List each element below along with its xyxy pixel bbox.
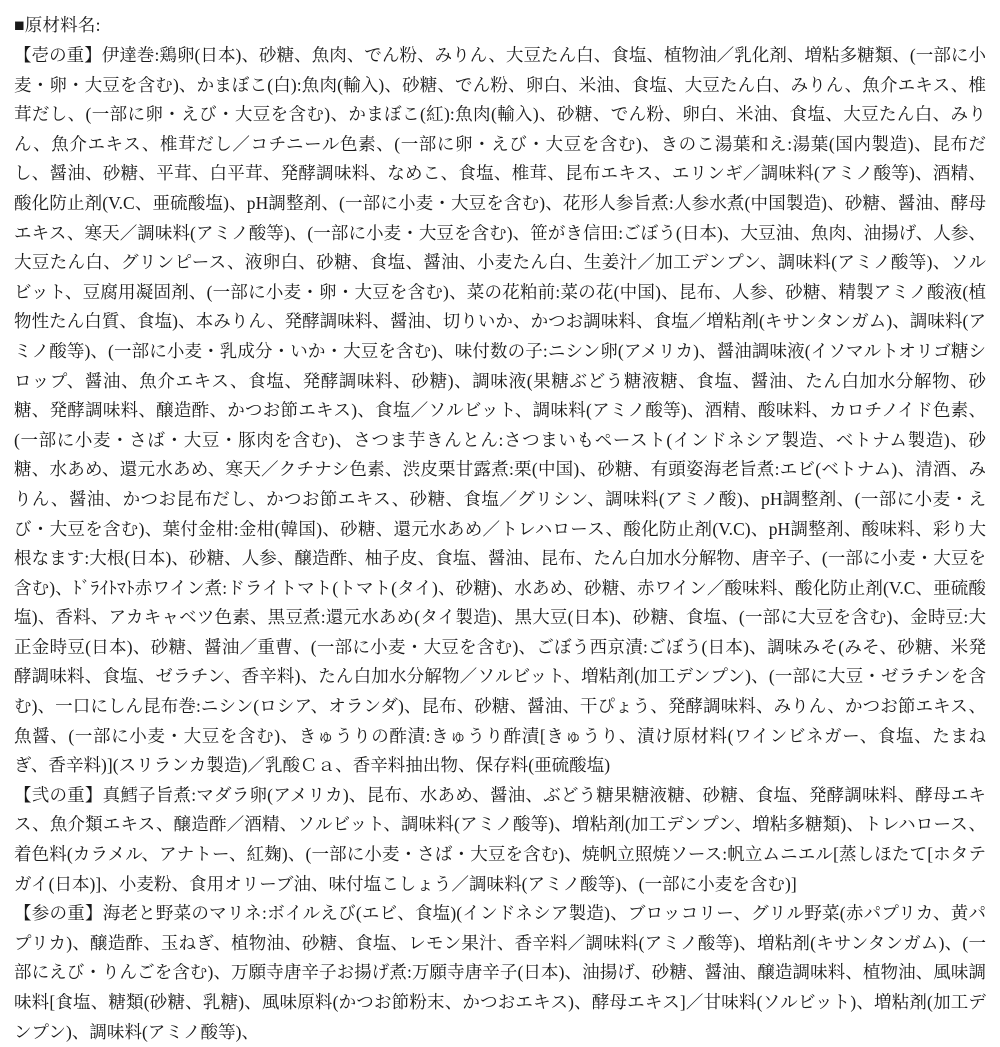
ingredients-section-ni-no-ju: 【弐の重】真鱈子旨煮:マダラ卵(アメリカ)、昆布、水あめ、醤油、ぶどう糖果糖液糖、砂糖、食塩、発酵調味料、酵母エキス、魚介類エキス、醸造酢／酒精、ソルビット、調味料(アミノ酸等)、増粘剤(加工デンプン、増粘多糖類)、トレハロース、着色料(カラメル、アナトー、紅麹)、(一部に小麦・さば・大豆を含む)、焼帆立照焼ソース:帆立ムニエル[蒸しほたて[ホタテガイ(日本)]、小麦粉、食用オリーブ油、味付塩こしょう／調味料(アミノ酸等)、(一部に小麦を含む)] xyxy=(14,784,986,894)
ingredients-section-san-no-ju: 【参の重】海老と野菜のマリネ:ボイルえび(エビ、食塩)(インドネシア製造)、ブロッコリー、グリル野菜(赤パプリカ、黄パプリカ)、醸造酢、玉ねぎ、植物油、砂糖、食塩、レモン果汁、香辛料／調味料(アミノ酸等)、増粘剤(キサンタンガム)、(一部にえび・りんごを含む)、万願寺唐辛子お揚げ煮:万願寺唐辛子(日本)、油揚げ、砂糖、醤油、醸造調味料、植物油、風味調味料[食塩、糖類(砂糖、乳糖)、風味原料(かつお節粉末、かつおエキス)、酵母エキス]／甘味料(ソルビット)、増粘剤(加工デンプン)、調味料(アミノ酸等)、 xyxy=(14,903,986,1042)
page-title: ■原材料名: xyxy=(14,15,101,35)
ingredients-section-ichi-no-ju: 【壱の重】伊達巻:鶏卵(日本)、砂糖、魚肉、でん粉、みりん、大豆たん白、食塩、植物油／乳化剤、増粘多糖類、(一部に小麦・卵・大豆を含む)、かまぼこ(白):魚肉(輸入)、砂糖、でん粉、卵白、米油、食塩、大豆たん白、みりん、魚介エキス、椎茸だし、(一部に卵・えび・大豆を含む)、かまぼこ(紅):魚肉(輸入)、砂糖、でん粉、卵白、米油、食塩、大豆たん白、みりん、魚介エキス、椎茸だし／コチニール色素、(一部に卵・えび・大豆を含む)、きのこ湯葉和え:湯葉(国内製造)、昆布だし、醤油、砂糖、平茸、白平茸、発酵調味料、なめこ、食塩、椎茸、昆布エキス、エリンギ／調味料(アミノ酸等)、酒精、酸化防止剤(V.C、亜硫酸塩)、pH調整剤、(一部に小麦・大豆を含む)、花形人参旨煮:人参水煮(中国製造)、砂糖、醤油、酵母エキス、寒天／調味料(アミノ酸等)、(一部に小麦・大豆を含む)、笹がき信田:ごぼう(日本)、大豆油、魚肉、油揚げ、人参、大豆たん白、グリンピース、液卵白、砂糖、食塩、醤油、小麦たん白、生姜汁／加工デンプン、調味料(アミノ酸等)、ソルビット、豆腐用凝固剤、(一部に小麦・卵・大豆を含む)、菜の花粕前:菜の花(中国)、昆布、人参、砂糖、精製アミノ酸液(植物性たん白質、食塩)、本みりん、発酵調味料、醤油、切りいか、かつお調味料、食塩／増粘剤(キサンタンガム)、調味料(アミノ酸等)、(一部に小麦・乳成分・いか・大豆を含む)、味付数の子:ニシン卵(アメリカ)、醤油調味液(イソマルトオリゴ糖シロップ、醤油、魚介エキス、食塩、発酵調味料、砂糖)、調味液(果糖ぶどう糖液糖、食塩、醤油、たん白加水分解物、砂糖、発酵調味料、醸造酢、かつお節エキス)、食塩／ソルビット、調味料(アミノ酸等)、酒精、酸味料、カロチノイド色素、(一部に小麦・さば・大豆・豚肉を含む)、さつま芋きんとん:さつまいもペースト(インドネシア製造、ベトナム製造)、砂糖、水あめ、還元水あめ、寒天／クチナシ色素、渋皮栗甘露煮:栗(中国)、砂糖、有頭姿海老旨煮:エビ(ベトナム)、清酒、みりん、醤油、かつお昆布だし、かつお節エキス、砂糖、食塩／グリシン、調味料(アミノ酸)、pH調整剤、(一部に小麦・えび・大豆を含む)、葉付金柑:金柑(韓国)、砂糖、還元水あめ／トレハロース、酸化防止剤(V.C)、pH調整剤、酸味料、彩り大根なます:大根(日本)、砂糖、人参、醸造酢、柚子皮、食塩、醤油、昆布、たん白加水分解物、唐辛子、(一部に小麦・大豆を含む)、ﾄﾞﾗｲﾄﾏﾄ赤ワイン煮:ドライトマト(トマト(タイ)、砂糖)、水あめ、砂糖、赤ワイン／酸味料、酸化防止剤(V.C、亜硫酸塩)、香料、アカキャベツ色素、黒豆煮:還元水あめ(タイ製造)、黒大豆(日本)、砂糖、食塩、(一部に大豆を含む)、金時豆:大正金時豆(日本)、砂糖、醤油／重曹、(一部に小麦・大豆を含む)、ごぼう西京漬:ごぼう(日本)、調味みそ(みそ、砂糖、米発酵調味料、食塩、ゼラチン、香辛料)、たん白加水分解物／ソルビット、増粘剤(加工デンプン)、(一部に大豆・ゼラチンを含む)、一口にしん昆布巻:ニシン(ロシア、オランダ)、昆布、砂糖、醤油、干ぴょう、発酵調味料、みりん、かつお節エキス、魚醤、(一部に小麦・大豆を含む)、きゅうりの酢漬:きゅうり酢漬[きゅうり、漬け原材料(ワインビネガー、食塩、たまねぎ、香辛料)](スリランカ製造)／乳酸Ｃａ、香辛料抽出物、保存料(亜硫酸塩) xyxy=(14,45,986,776)
